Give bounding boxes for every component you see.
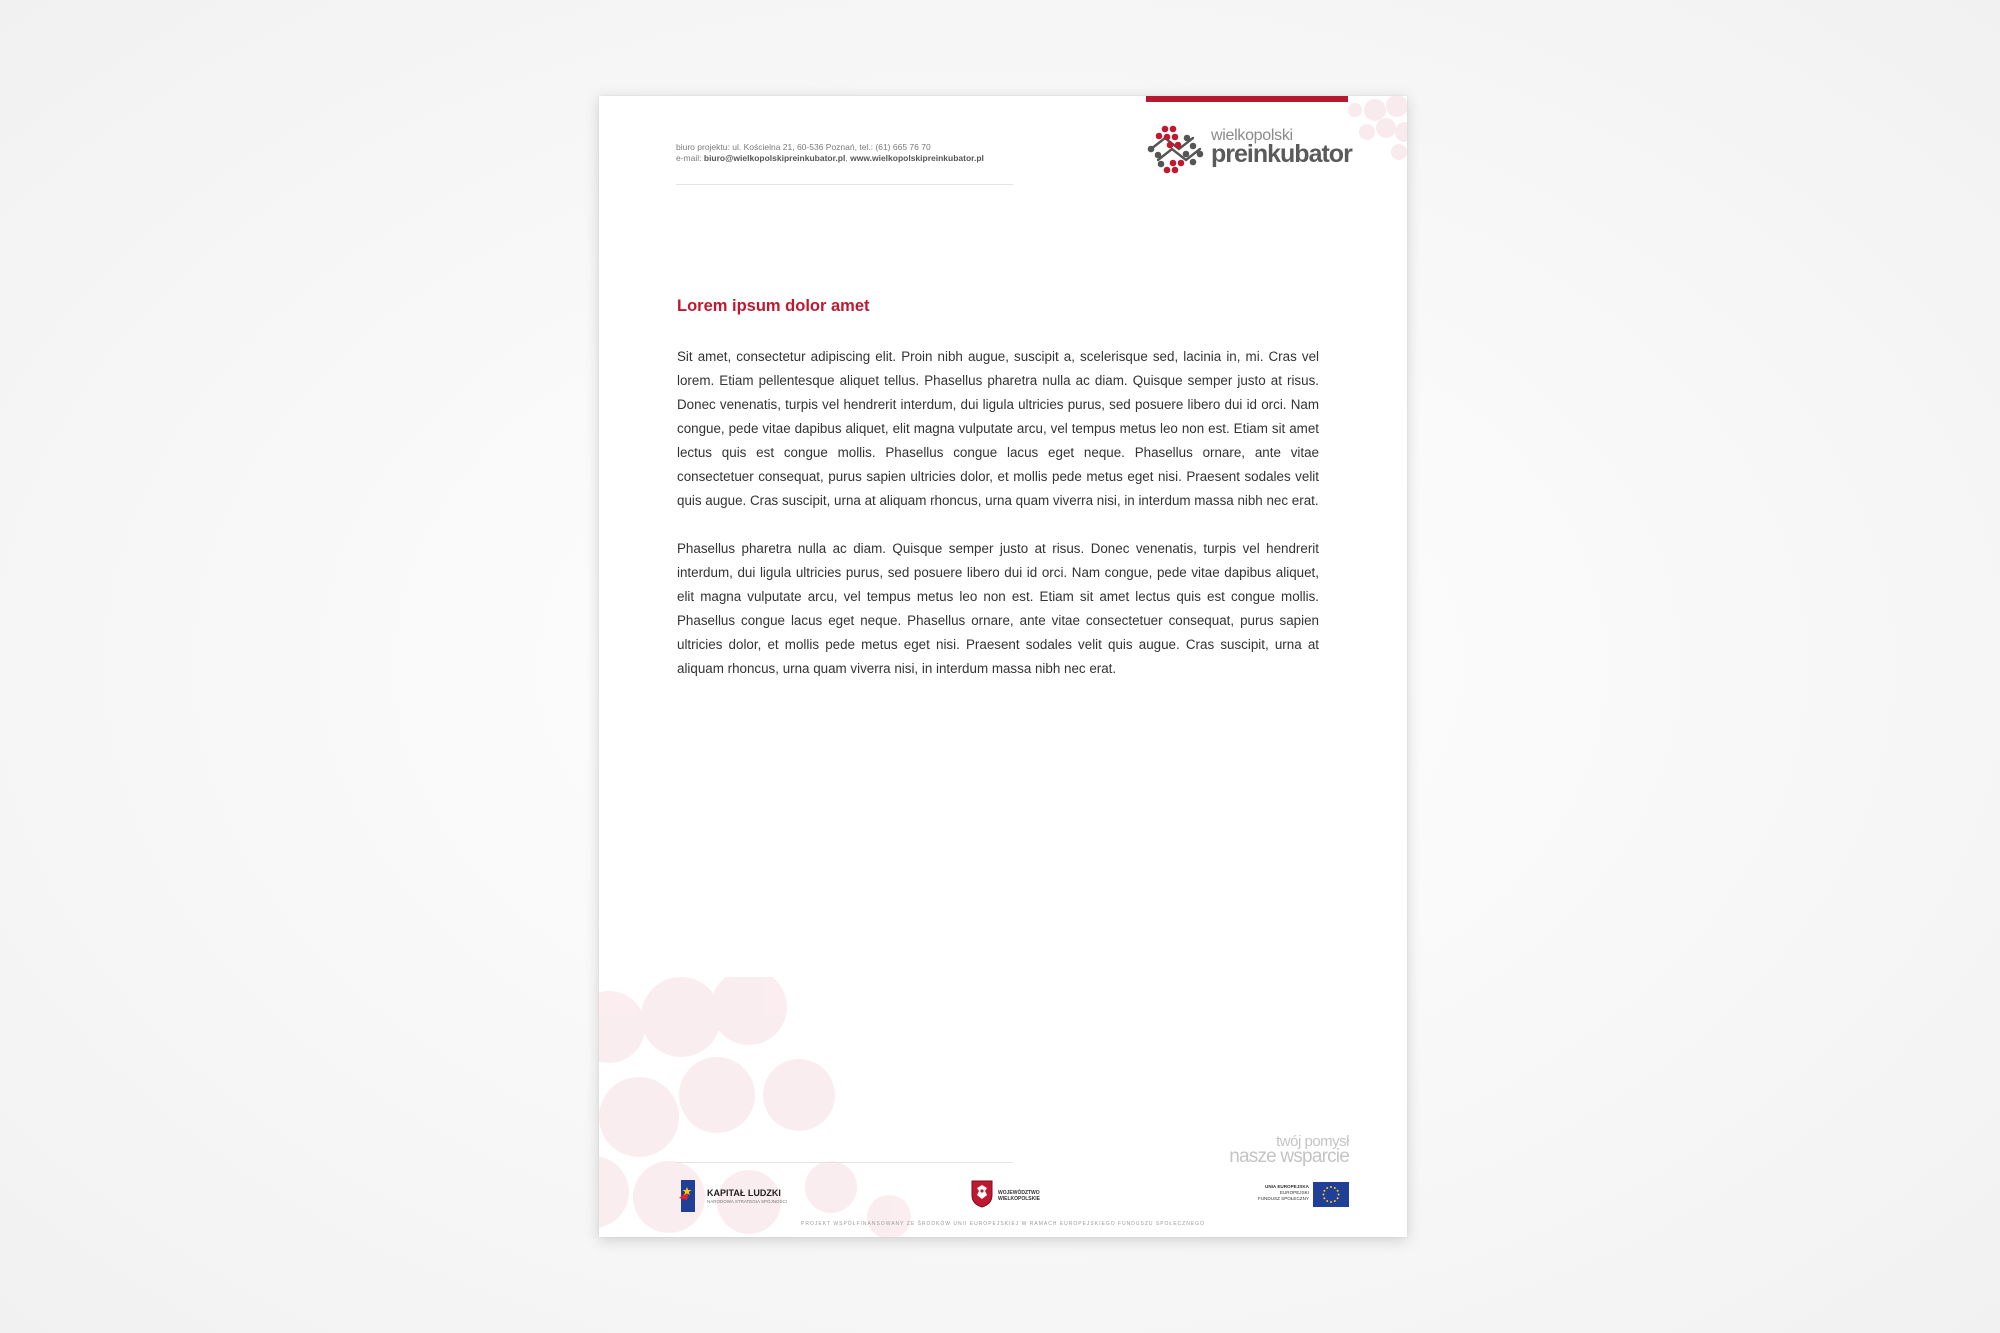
molecule-logo-icon bbox=[1145, 124, 1207, 174]
website-link[interactable]: www.wielkopolskipreinkubator.pl bbox=[850, 153, 984, 163]
ue-line1: UNIA EUROPEJSKA bbox=[1265, 1184, 1309, 1189]
preinkubator-logo bbox=[1145, 124, 1350, 176]
slogan bbox=[1229, 1134, 1349, 1166]
header-divider bbox=[676, 184, 1013, 185]
wojewodztwo-line1: WOJEWÓDZTWO bbox=[998, 1190, 1040, 1196]
email-prefix: e-mail: bbox=[676, 153, 704, 163]
coat-of-arms-icon bbox=[971, 1180, 993, 1208]
eu-flag-icon bbox=[1313, 1182, 1349, 1207]
contact-address: biuro projektu: ul. Kościelna 21, 60-536 Poznań, tel.: (61) 665 76 70 bbox=[676, 142, 931, 152]
kapital-ludzki-title: KAPITAŁ LUDZKI bbox=[707, 1188, 781, 1198]
cofinancing-note: PROJEKT WSPÓŁFINANSOWANY ZE ŚRODKÓW UNII EUROPEJSKIEJ W RAMACH EUROPEJSKIEGO FUNDUSZU SPOŁECZNEGO bbox=[801, 1221, 1205, 1227]
contact-info bbox=[676, 142, 984, 164]
kapital-ludzki-subtitle: NARODOWA STRATEGIA SPÓJNOŚCI bbox=[707, 1199, 788, 1204]
document-body bbox=[677, 345, 1319, 705]
kapital-ludzki-emblem-icon bbox=[677, 1178, 699, 1212]
paragraph-2: Phasellus pharetra nulla ac diam. Quisque semper justo at risus. Donec venenatis, turpis vel hendrerit interdum, dui ligula ultricies purus, sed posuere libero dui id orci. Nam congue, pede vitae dapibus aliquet, elit magna vulputate arcu, vel tempus metus leo non est. Etiam sit amet lectus quis est congue mollis. Phasellus congue lacus eget neque. Phasellus ornare, ante vitae consectetuer consequat, purus sapien ultricies dolor, et mollis pede metus eget nisi. Praesent sodales velit quis augue. Cras suscipit, urna at aliquam rhoncus, urna quam viverra nisi, in interdum massa nibh nec erat. bbox=[677, 541, 1319, 676]
contact-separator: , bbox=[845, 153, 851, 163]
ue-line2: EUROPEJSKI bbox=[1279, 1190, 1309, 1195]
slogan-line2: nasze wsparcie bbox=[1229, 1146, 1349, 1167]
letterhead-page bbox=[599, 96, 1407, 1237]
wojewodztwo-line2: WIELKOPOLSKIE bbox=[998, 1196, 1040, 1202]
logo-line1: wielkopolski bbox=[1211, 127, 1293, 144]
logo-wordmark bbox=[1211, 128, 1352, 167]
slogan-line1: twój pomysł bbox=[1276, 1133, 1349, 1150]
ue-line3: FUNDUSZ SPOŁECZNY bbox=[1257, 1196, 1309, 1201]
footer-divider bbox=[676, 1162, 1013, 1163]
paragraph-1: Sit amet, consectetur adipiscing elit. Proin nibh augue, suscipit a, scelerisque sed, lacinia in, mi. Cras vel lorem. Etiam pellentesque aliquet tellus. Phasellus pharetra nulla ac diam. Quisque semper justo at risus. Donec venenatis, turpis vel hendrerit interdum, dui ligula ultricies purus, sed posuere libero dui id orci. Nam congue, pede vitae dapibus aliquet, elit magna vulputate arcu, vel tempus metus leo non est. Etiam sit amet lectus quis est congue mollis. Phasellus congue lacus eget neque. Phasellus ornare, ante vitae consectetuer consequat, purus sapien ultricies dolor, et mollis pede metus eget nisi. Praesent sodales velit quis augue. Cras suscipit, urna at aliquam rhoncus, urna quam viverra nisi, in interdum massa nibh nec erat. bbox=[677, 349, 1319, 508]
document-heading: Lorem ipsum dolor amet bbox=[677, 297, 870, 315]
logo-line2: preinkubator bbox=[1211, 140, 1352, 168]
email-link[interactable]: biuro@wielkopolskipreinkubator.pl bbox=[703, 153, 846, 163]
ue-label bbox=[1258, 1184, 1309, 1202]
contact-email-line bbox=[676, 153, 984, 164]
wojewodztwo-label bbox=[998, 1190, 1040, 1202]
decorative-circles-bottom bbox=[599, 977, 939, 1237]
